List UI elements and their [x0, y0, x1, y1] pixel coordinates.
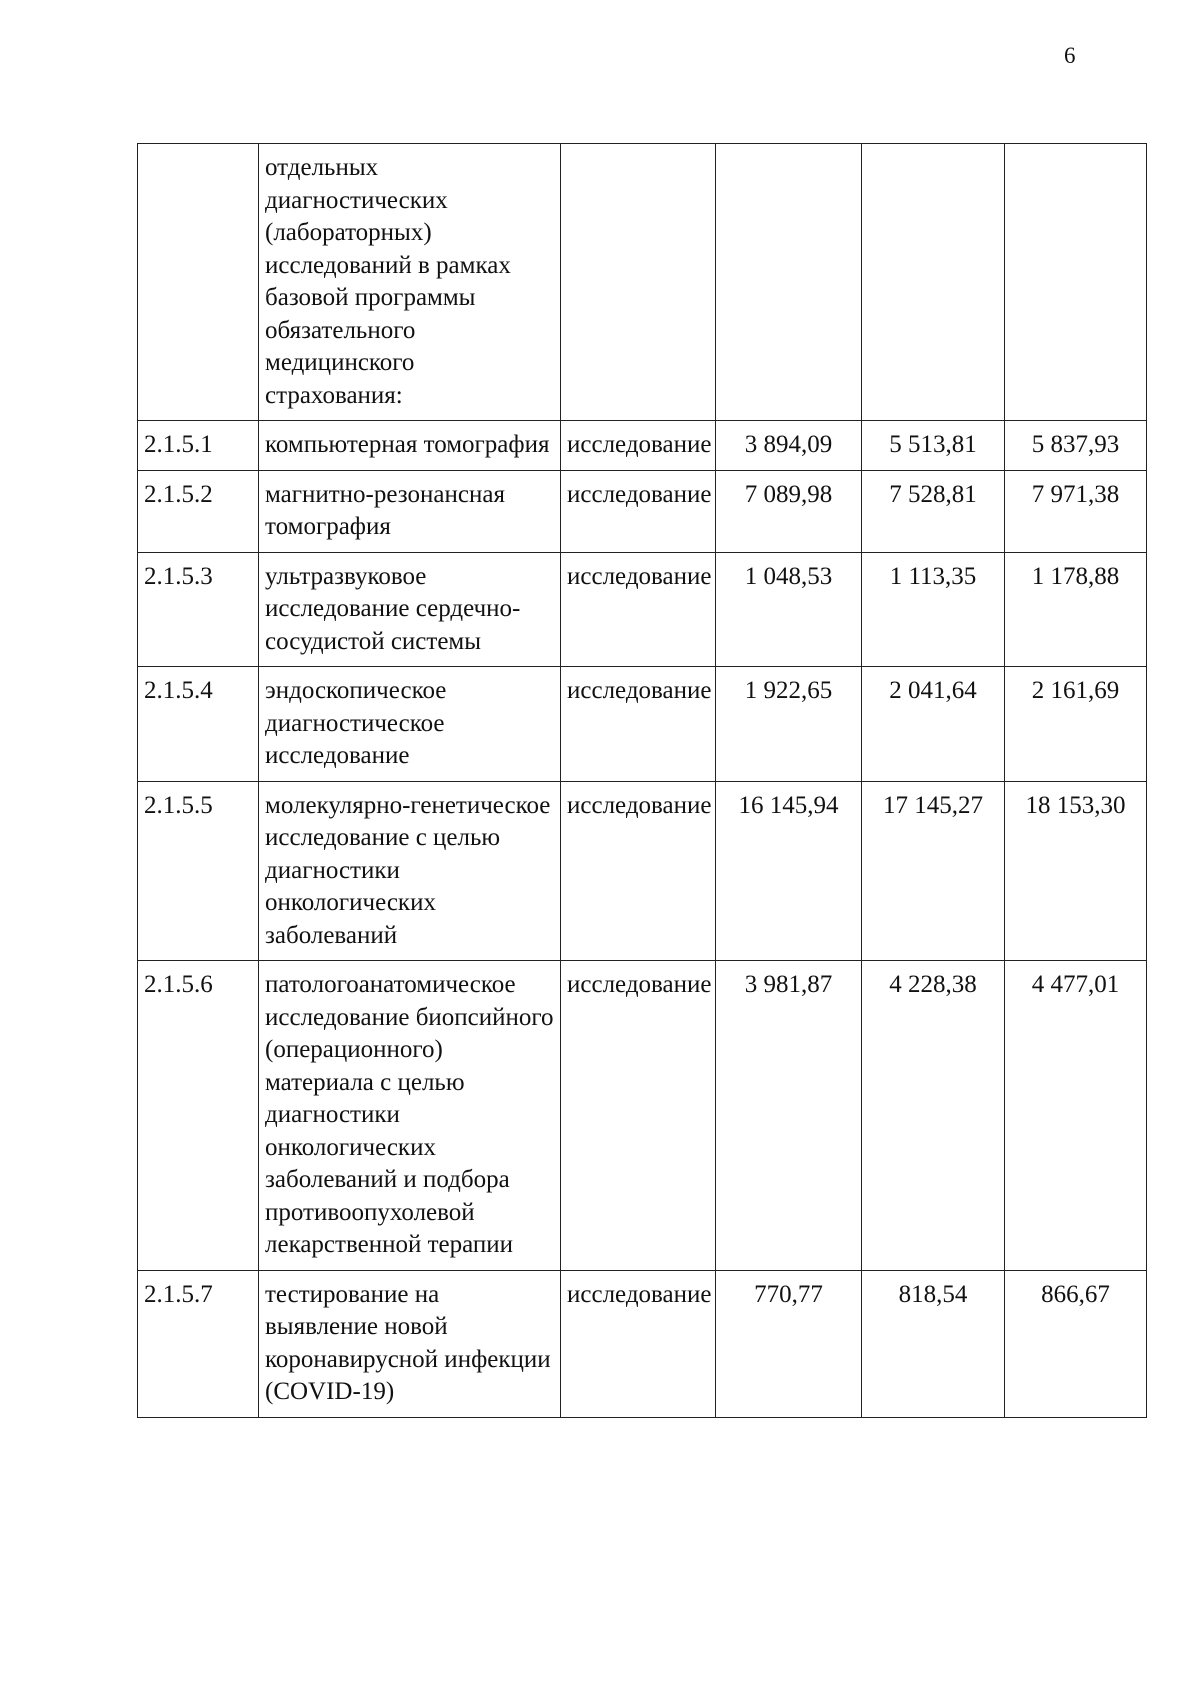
cell-name: компьютерная томография [259, 421, 561, 471]
cell-unit: исследование [561, 961, 716, 1271]
cell-name: ультразвуковое исследование сердечно-сосудистой системы [259, 552, 561, 667]
cell-unit: исследование [561, 421, 716, 471]
cell-num: 2.1.5.3 [138, 552, 259, 667]
cell-value-2: 17 145,27 [862, 781, 1005, 961]
table-row [138, 961, 1147, 1271]
cell-value-2: 1 113,35 [862, 552, 1005, 667]
cell-value-1: 16 145,94 [716, 781, 862, 961]
cell-value-3 [1005, 144, 1147, 421]
page-number: 6 [1064, 43, 1076, 68]
cell-name: эндоскопическое диагностическое исследование [259, 667, 561, 782]
cell-value-3: 866,67 [1005, 1270, 1147, 1417]
table-row-intro [138, 144, 1147, 421]
cell-num: 2.1.5.4 [138, 667, 259, 782]
table-row [138, 1270, 1147, 1417]
cell-unit: исследование [561, 470, 716, 552]
table-row [138, 667, 1147, 782]
cell-value-3: 4 477,01 [1005, 961, 1147, 1271]
cell-unit: исследование [561, 781, 716, 961]
cell-value-1: 1 048,53 [716, 552, 862, 667]
cell-unit [561, 144, 716, 421]
cell-value-2: 7 528,81 [862, 470, 1005, 552]
cell-value-2: 2 041,64 [862, 667, 1005, 782]
cell-value-3: 5 837,93 [1005, 421, 1147, 471]
cell-value-1: 1 922,65 [716, 667, 862, 782]
cell-value-2: 818,54 [862, 1270, 1005, 1417]
cell-name: патологоанатомическое исследование биопсийного (операционного) материала с целью диагностики онкологических заболеваний и подбора противоопухолевой лекарственной терапии [259, 961, 561, 1271]
cell-name: тестирование на выявление новой коронавирусной инфекции (COVID-19) [259, 1270, 561, 1417]
cell-value-3: 18 153,30 [1005, 781, 1147, 961]
cell-num: 2.1.5.5 [138, 781, 259, 961]
table-row [138, 470, 1147, 552]
cell-value-1: 3 894,09 [716, 421, 862, 471]
cell-num: 2.1.5.7 [138, 1270, 259, 1417]
cell-value-1: 7 089,98 [716, 470, 862, 552]
cell-value-2: 5 513,81 [862, 421, 1005, 471]
cell-name: молекулярно-генетическое исследование с целью диагностики онкологических заболеваний [259, 781, 561, 961]
cell-value-2 [862, 144, 1005, 421]
cell-value-1 [716, 144, 862, 421]
cell-name: отдельных диагностических (лабораторных) исследований в рамках базовой программы обязательного медицинского страхования: [259, 144, 561, 421]
cell-value-1: 770,77 [716, 1270, 862, 1417]
cell-num: 2.1.5.1 [138, 421, 259, 471]
cell-num [138, 144, 259, 421]
cell-value-1: 3 981,87 [716, 961, 862, 1271]
cell-unit: исследование [561, 552, 716, 667]
cell-value-3: 2 161,69 [1005, 667, 1147, 782]
table-row [138, 552, 1147, 667]
cell-name: магнитно-резонансная томография [259, 470, 561, 552]
cell-unit: исследование [561, 667, 716, 782]
tariff-table [137, 143, 1147, 1418]
table-row [138, 781, 1147, 961]
cell-unit: исследование [561, 1270, 716, 1417]
cell-value-3: 7 971,38 [1005, 470, 1147, 552]
cell-value-2: 4 228,38 [862, 961, 1005, 1271]
cell-value-3: 1 178,88 [1005, 552, 1147, 667]
cell-num: 2.1.5.6 [138, 961, 259, 1271]
cell-num: 2.1.5.2 [138, 470, 259, 552]
table-row [138, 421, 1147, 471]
